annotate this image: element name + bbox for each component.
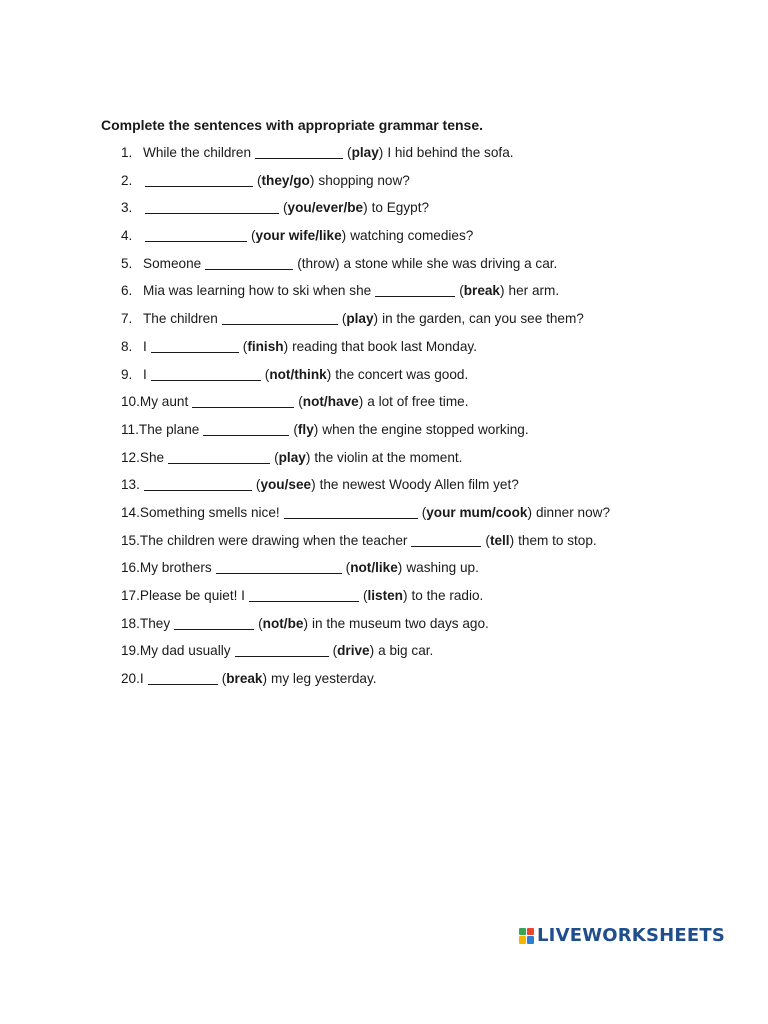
- verb-hint-word: drive: [337, 643, 370, 659]
- verb-hint: (fly): [293, 421, 319, 437]
- sentence-end: in the museum two days ago.: [311, 615, 489, 631]
- liveworksheets-logo-icon: [519, 928, 534, 944]
- verb-hint-word: you/ever/be: [287, 200, 364, 216]
- exercise-item: [121, 339, 610, 367]
- exercise-item: [121, 367, 610, 395]
- item-number: 12.: [121, 449, 140, 465]
- exercise-item: [121, 311, 610, 339]
- verb-hint: (play): [341, 311, 379, 327]
- worksheet-heading: Complete the sentences with appropriate grammar tense.: [101, 117, 483, 133]
- sentence-end: the newest Woody Allen film yet?: [319, 477, 519, 493]
- verb-hint: (drive): [332, 643, 375, 659]
- exercise-item: [121, 283, 610, 311]
- verb-hint: (break): [221, 671, 268, 687]
- item-number: 18.: [121, 615, 140, 631]
- answer-blank[interactable]: [145, 200, 279, 214]
- verb-hint-word: not/be: [262, 615, 304, 631]
- answer-blank[interactable]: [144, 477, 252, 491]
- sentence-end: to Egypt?: [371, 200, 430, 216]
- sentence-start: Please be quiet! I: [139, 588, 245, 603]
- sentence-start: The children were drawing when the teacher: [139, 532, 408, 548]
- sentence-end: her arm.: [508, 283, 560, 299]
- verb-hint: (not/like): [345, 560, 403, 576]
- sentence-end: shopping now?: [318, 172, 410, 188]
- logo-square: [527, 928, 534, 936]
- item-number: 16.: [121, 560, 140, 576]
- sentence-start: My aunt: [139, 394, 189, 410]
- exercise-item: [121, 477, 610, 505]
- liveworksheets-logo: [519, 925, 725, 946]
- item-number: 2.: [121, 172, 133, 188]
- logo-square: [527, 936, 534, 944]
- item-number: 13.: [121, 477, 140, 493]
- sentence-start: Something smells nice!: [139, 504, 280, 520]
- verb-hint: (your mum/cook): [421, 504, 532, 520]
- exercise-item: [121, 616, 610, 644]
- verb-hint: (not/have): [298, 394, 364, 410]
- exercise-item: [121, 505, 610, 533]
- verb-hint-word: play: [346, 311, 374, 327]
- answer-blank[interactable]: [151, 339, 239, 353]
- exercise-item: [121, 450, 610, 478]
- item-number: 9.: [121, 366, 133, 382]
- item-number: 19.: [121, 643, 140, 659]
- exercise-item: [121, 173, 610, 201]
- item-number: 17.: [121, 588, 140, 603]
- verb-hint-word: tell: [489, 532, 510, 548]
- item-number: 7.: [121, 311, 133, 327]
- item-number: 1.: [121, 145, 133, 160]
- sentence-end: when the engine stopped working.: [322, 421, 529, 437]
- exercise-item: [121, 643, 610, 671]
- item-number: 11.: [121, 421, 139, 437]
- verb-hint-word: play: [278, 449, 306, 465]
- liveworksheets-logo-text: LIVEWORKSHEETS: [537, 925, 726, 946]
- sentence-end: a lot of free time.: [367, 394, 469, 410]
- answer-blank[interactable]: [249, 588, 359, 602]
- sentence-start: Mia was learning how to ski when she: [143, 283, 372, 299]
- exercise-item: [121, 145, 610, 173]
- item-number: 6.: [121, 283, 133, 299]
- sentence-end: to the radio.: [411, 588, 484, 603]
- verb-hint: (not/think): [264, 366, 332, 382]
- item-number: 8.: [121, 338, 133, 354]
- sentence-start: Someone: [143, 255, 202, 271]
- sentence-end: dinner now?: [535, 504, 611, 520]
- sentence-start: While the children: [143, 145, 252, 160]
- exercise-item: [121, 533, 610, 561]
- sentence-start: The children: [143, 311, 218, 327]
- answer-blank[interactable]: [216, 560, 342, 574]
- answer-blank[interactable]: [203, 422, 289, 436]
- item-number: 3.: [121, 200, 133, 216]
- item-number: 4.: [121, 228, 133, 244]
- verb-hint: (you/see): [255, 477, 316, 493]
- verb-hint: (they/go): [257, 172, 315, 188]
- verb-hint-word: play: [351, 145, 379, 160]
- sentence-end: them to stop.: [518, 532, 597, 548]
- answer-blank[interactable]: [168, 450, 270, 464]
- verb-hint-word: fly: [297, 421, 314, 437]
- sentence-end: watching comedies?: [350, 228, 474, 244]
- sentence-end: in the garden, can you see them?: [382, 311, 584, 327]
- verb-hint: (play): [274, 449, 311, 465]
- verb-hint: (tell): [485, 532, 515, 548]
- verb-hint: (you/ever/be): [283, 200, 368, 216]
- verb-hint: (your wife/like): [251, 228, 347, 244]
- logo-square: [519, 928, 526, 936]
- verb-hint-word: finish: [247, 338, 284, 354]
- answer-blank[interactable]: [205, 256, 293, 270]
- exercise-item: [121, 200, 610, 228]
- sentence-start: I: [143, 366, 147, 382]
- item-number: 10.: [121, 394, 140, 410]
- sentence-start: The plane: [138, 421, 200, 437]
- answer-blank[interactable]: [151, 367, 261, 381]
- sentence-end: reading that book last Monday.: [292, 338, 477, 354]
- verb-hint-word: listen: [367, 588, 403, 603]
- sentence-end: a big car.: [378, 643, 434, 659]
- sentence-end: the violin at the moment.: [314, 449, 463, 465]
- verb-hint-word: your mum/cook: [426, 504, 528, 520]
- item-number: 20.: [121, 671, 140, 687]
- exercise-item: [121, 588, 610, 616]
- answer-blank[interactable]: [284, 505, 418, 519]
- sentence-end: the concert was good.: [335, 366, 469, 382]
- item-number: 5.: [121, 255, 133, 271]
- sentence-start: They: [139, 615, 171, 631]
- verb-hint-word: not/have: [302, 394, 359, 410]
- sentence-start: I: [139, 671, 144, 687]
- verb-hint-word: you/see: [260, 477, 312, 493]
- answer-blank[interactable]: [148, 671, 218, 685]
- answer-blank[interactable]: [145, 173, 253, 187]
- answer-blank[interactable]: [145, 228, 247, 242]
- verb-hint: (throw): [297, 255, 340, 271]
- exercise-item: [121, 422, 610, 450]
- exercise-item: [121, 560, 610, 588]
- verb-hint-word: break: [463, 283, 500, 299]
- logo-square: [519, 936, 526, 944]
- sentence-end: a stone while she was driving a car.: [343, 255, 558, 271]
- exercise-item: [121, 394, 610, 422]
- verb-hint-word: not/like: [350, 560, 398, 576]
- answer-blank[interactable]: [255, 145, 343, 159]
- verb-hint: (finish): [242, 338, 289, 354]
- item-number: 14.: [121, 504, 140, 520]
- verb-hint: (not/be): [258, 615, 308, 631]
- verb-hint: (break): [459, 283, 505, 299]
- answer-blank[interactable]: [235, 643, 329, 657]
- exercise-list: [121, 145, 610, 699]
- verb-hint: (play): [347, 145, 384, 160]
- verb-hint: (listen): [362, 588, 408, 603]
- verb-hint-word: they/go: [261, 172, 310, 188]
- answer-blank[interactable]: [174, 616, 254, 630]
- exercise-item: [121, 228, 610, 256]
- answer-blank[interactable]: [411, 533, 481, 547]
- verb-hint-word: your wife/like: [255, 228, 342, 244]
- item-number: 15.: [121, 532, 140, 548]
- sentence-start: My dad usually: [139, 643, 231, 659]
- verb-hint-word: not/think: [269, 366, 327, 382]
- sentence-end: I hid behind the sofa.: [387, 145, 514, 160]
- exercise-item: [121, 256, 610, 284]
- sentence-end: washing up.: [406, 560, 479, 576]
- answer-blank[interactable]: [222, 311, 338, 325]
- sentence-end: my leg yesterday.: [271, 671, 377, 687]
- sentence-start: My brothers: [139, 560, 212, 576]
- answer-blank[interactable]: [375, 283, 455, 297]
- verb-hint-word: break: [226, 671, 263, 687]
- sentence-start: I: [143, 338, 147, 354]
- sentence-start: She: [139, 449, 165, 465]
- answer-blank[interactable]: [192, 394, 294, 408]
- exercise-item: [121, 671, 610, 699]
